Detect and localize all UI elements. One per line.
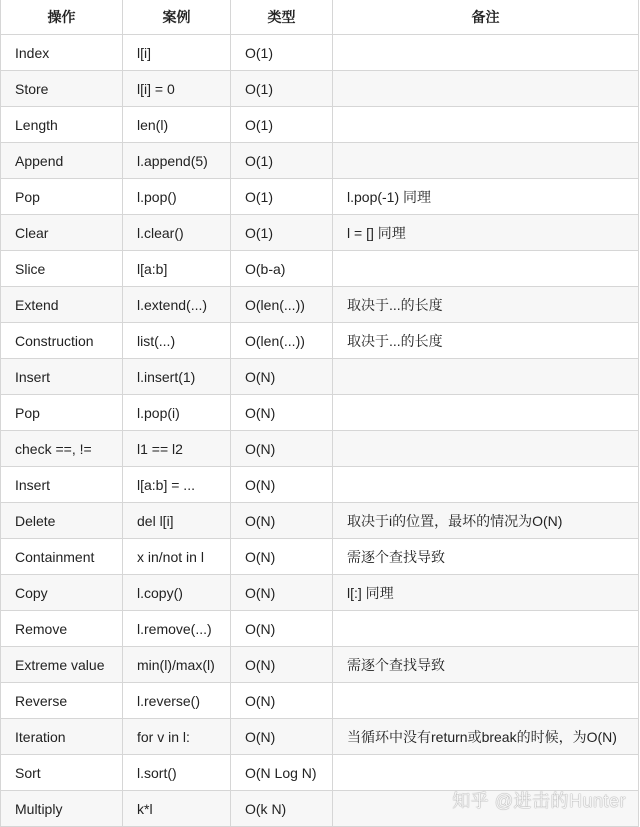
example-cell: l.pop() <box>123 179 231 215</box>
header-row <box>1 0 639 35</box>
example-cell: l.append(5) <box>123 143 231 179</box>
operation-cell: Reverse <box>1 683 123 719</box>
header-notes: 备注 <box>333 0 639 35</box>
header-example: 案例 <box>123 0 231 35</box>
notes-cell <box>333 143 639 179</box>
complexity-cell: O(b-a) <box>231 251 333 287</box>
example-cell: l.insert(1) <box>123 359 231 395</box>
table-row <box>1 755 639 791</box>
complexity-cell: O(N) <box>231 467 333 503</box>
notes-cell <box>333 431 639 467</box>
operation-cell: Sort <box>1 755 123 791</box>
example-cell: len(l) <box>123 107 231 143</box>
example-cell: del l[i] <box>123 503 231 539</box>
notes-cell: 当循环中没有return或break的时候，为O(N) <box>333 719 639 755</box>
complexity-cell: O(N Log N) <box>231 755 333 791</box>
notes-cell <box>333 467 639 503</box>
complexity-cell: O(N) <box>231 575 333 611</box>
table-row <box>1 323 639 359</box>
operation-cell: Pop <box>1 179 123 215</box>
complexity-cell: O(N) <box>231 683 333 719</box>
example-cell: l[i] = 0 <box>123 71 231 107</box>
operation-cell: Append <box>1 143 123 179</box>
operation-cell: Clear <box>1 215 123 251</box>
operation-cell: Iteration <box>1 719 123 755</box>
example-cell: l.remove(...) <box>123 611 231 647</box>
notes-cell <box>333 107 639 143</box>
example-cell: l[a:b] = ... <box>123 467 231 503</box>
table-row <box>1 467 639 503</box>
operation-cell: Insert <box>1 359 123 395</box>
table-row <box>1 215 639 251</box>
complexity-cell: O(N) <box>231 359 333 395</box>
table-row <box>1 35 639 71</box>
table-row <box>1 395 639 431</box>
complexity-cell: O(1) <box>231 143 333 179</box>
table-row <box>1 647 639 683</box>
table-row <box>1 179 639 215</box>
operation-cell: Slice <box>1 251 123 287</box>
operation-cell: check ==, != <box>1 431 123 467</box>
table-row <box>1 503 639 539</box>
notes-cell: l = [] 同理 <box>333 215 639 251</box>
notes-cell <box>333 71 639 107</box>
table-row <box>1 287 639 323</box>
complexity-cell: O(1) <box>231 215 333 251</box>
example-cell: l.copy() <box>123 575 231 611</box>
operation-cell: Copy <box>1 575 123 611</box>
notes-cell <box>333 683 639 719</box>
table-row <box>1 683 639 719</box>
notes-cell: 需逐个查找导致 <box>333 539 639 575</box>
notes-cell <box>333 611 639 647</box>
table-row <box>1 143 639 179</box>
table-row <box>1 251 639 287</box>
table-row <box>1 359 639 395</box>
complexity-cell: O(N) <box>231 539 333 575</box>
complexity-cell: O(N) <box>231 395 333 431</box>
complexity-cell: O(len(...)) <box>231 323 333 359</box>
complexity-cell: O(1) <box>231 179 333 215</box>
notes-cell: 需逐个查找导致 <box>333 647 639 683</box>
example-cell: l.pop(i) <box>123 395 231 431</box>
example-cell: l.sort() <box>123 755 231 791</box>
operation-cell: Store <box>1 71 123 107</box>
table-row <box>1 575 639 611</box>
operation-cell: Pop <box>1 395 123 431</box>
watermark: 知乎 @进击的Hunter <box>452 791 626 811</box>
notes-cell: l.pop(-1) 同理 <box>333 179 639 215</box>
complexity-cell: O(len(...)) <box>231 287 333 323</box>
operation-cell: Insert <box>1 467 123 503</box>
operation-cell: Extreme value <box>1 647 123 683</box>
table-row <box>1 107 639 143</box>
operation-cell: Construction <box>1 323 123 359</box>
complexity-cell: O(N) <box>231 611 333 647</box>
notes-cell: 取决于...的长度 <box>333 323 639 359</box>
operation-cell: Delete <box>1 503 123 539</box>
example-cell: l.reverse() <box>123 683 231 719</box>
example-cell: k*l <box>123 791 231 827</box>
example-cell: l.extend(...) <box>123 287 231 323</box>
operation-cell: Extend <box>1 287 123 323</box>
complexity-cell: O(1) <box>231 107 333 143</box>
notes-cell <box>333 251 639 287</box>
table-row <box>1 71 639 107</box>
complexity-cell: O(1) <box>231 35 333 71</box>
example-cell: for v in l: <box>123 719 231 755</box>
example-cell: l[i] <box>123 35 231 71</box>
example-cell: list(...) <box>123 323 231 359</box>
notes-cell: l[:] 同理 <box>333 575 639 611</box>
complexity-cell: O(k N) <box>231 791 333 827</box>
complexity-cell: O(N) <box>231 503 333 539</box>
example-cell: min(l)/max(l) <box>123 647 231 683</box>
complexity-cell: O(N) <box>231 719 333 755</box>
header-complexity: 类型 <box>231 0 333 35</box>
notes-cell <box>333 359 639 395</box>
operation-cell: Length <box>1 107 123 143</box>
header-operation: 操作 <box>1 0 123 35</box>
complexity-cell: O(N) <box>231 431 333 467</box>
notes-cell: 取决于...的长度 <box>333 287 639 323</box>
table-row <box>1 719 639 755</box>
notes-cell <box>333 35 639 71</box>
example-cell: x in/not in l <box>123 539 231 575</box>
complexity-cell: O(N) <box>231 647 333 683</box>
operation-cell: Multiply <box>1 791 123 827</box>
notes-cell: 取决于i的位置，最坏的情况为O(N) <box>333 503 639 539</box>
example-cell: l[a:b] <box>123 251 231 287</box>
notes-cell <box>333 755 639 791</box>
operation-cell: Containment <box>1 539 123 575</box>
table-row <box>1 539 639 575</box>
example-cell: l.clear() <box>123 215 231 251</box>
example-cell: l1 == l2 <box>123 431 231 467</box>
table-row <box>1 431 639 467</box>
table-row <box>1 611 639 647</box>
operation-cell: Index <box>1 35 123 71</box>
complexity-cell: O(1) <box>231 71 333 107</box>
operation-cell: Remove <box>1 611 123 647</box>
notes-cell <box>333 395 639 431</box>
